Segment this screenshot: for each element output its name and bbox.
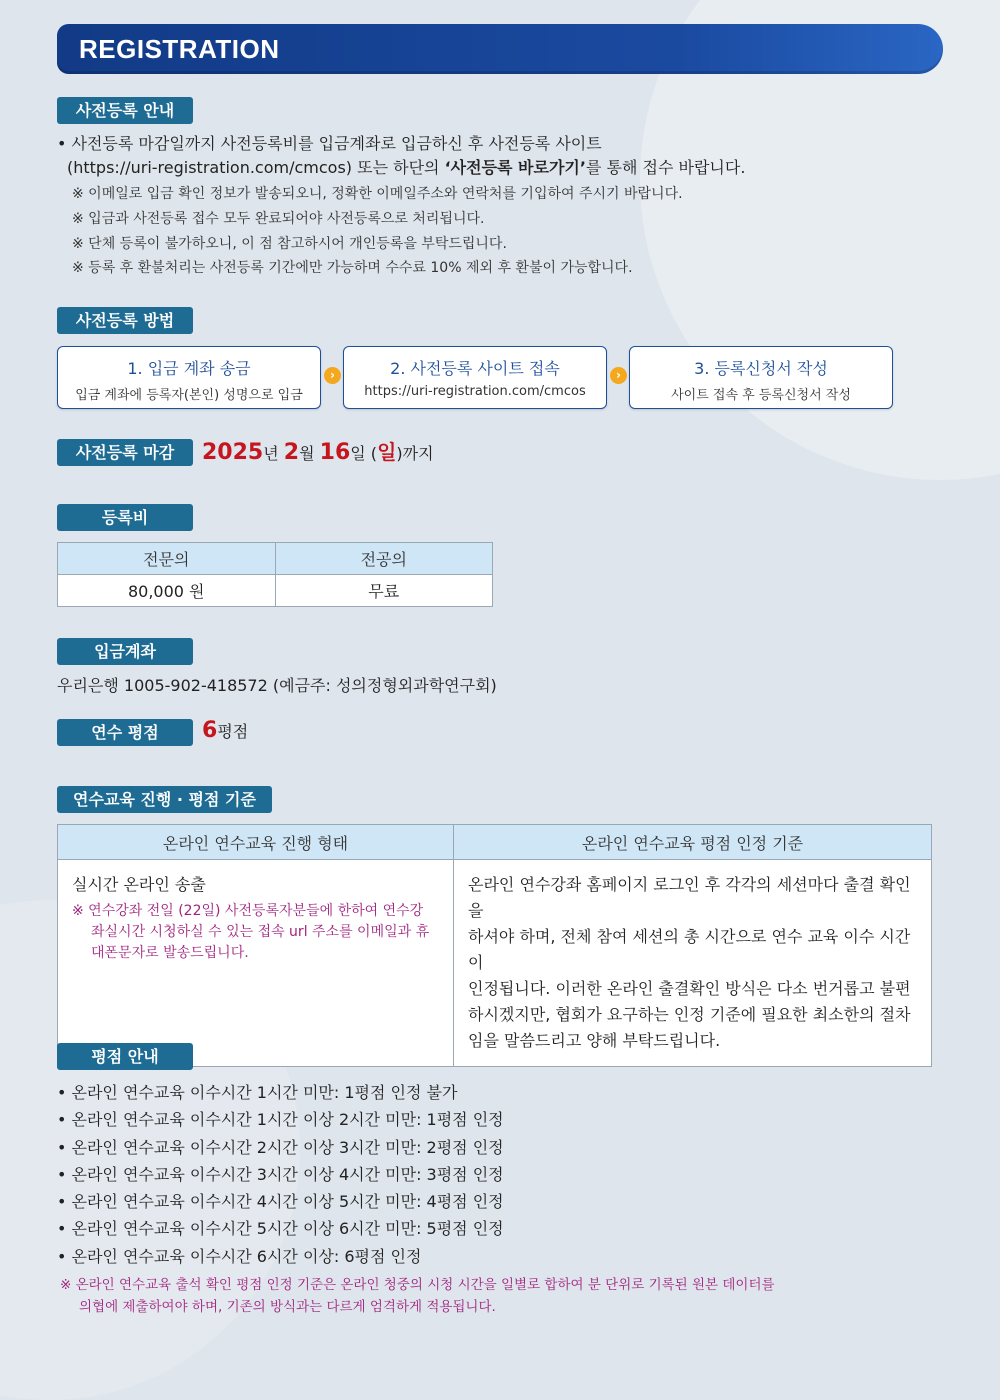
pre-registration-note: ※ 이메일로 입금 확인 정보가 발송되오니, 정확한 이메일주소와 연락처를 기입하여 주시기 바랍니다. (72, 186, 683, 202)
live-stream-text: 실시간 온라인 송출 (72, 875, 206, 894)
list-item: • 온라인 연수교육 이수시간 1시간 미만: 1평점 인정 불가 (57, 1083, 458, 1102)
criteria-format-cell (58, 860, 454, 1067)
registration-url-text: (https://uri-registration.com/cmcos) 또는 하단의 (67, 158, 445, 177)
criteria-header-standard: 온라인 연수교육 평점 인정 기준 (454, 825, 932, 860)
pre-registration-note: ※ 입금과 사전등록 접수 모두 완료되어야 사전등록으로 처리됩니다. (72, 211, 485, 227)
table-row (58, 860, 932, 1067)
note-line: ※ 연수강좌 전일 (22일) 사전등록자분들에 한하여 연수강 (72, 903, 424, 919)
deadline-date (202, 436, 434, 465)
points-note-line-1: ※ 온라인 연수교육 출석 확인 평점 인정 기준은 온라인 청중의 시청 시간을 일별로 합하여 분 단위로 기록된 원본 데이터를 (60, 1277, 775, 1293)
criteria-header-format: 온라인 연수교육 진행 형태 (58, 825, 454, 860)
bank-account-text: 우리은행 1005-902-418572 (예금주: 성의정형외과학연구회) (57, 676, 497, 695)
deadline-tail: )까지 (396, 444, 434, 463)
criteria-standard-cell (454, 860, 932, 1067)
points-note-line-2: 의협에 제출하여야 하며, 기존의 방식과는 다르게 엄격하게 적용됩니다. (79, 1299, 496, 1315)
pre-registration-line-2 (67, 155, 745, 178)
step-card-application-form (629, 346, 893, 409)
fee-value-specialist: 80,000 원 (58, 575, 276, 607)
fee-table (57, 542, 493, 607)
table-row (58, 575, 493, 607)
deadline-year: 2025 (202, 440, 264, 465)
chevron-right-icon: › (324, 367, 341, 384)
points-list (57, 1079, 504, 1270)
deadline-month: 2 (283, 440, 300, 465)
standard-line: 하시겠지만, 협회가 요구하는 인정 기준에 필요한 최소한의 절차 (468, 1005, 911, 1024)
deadline-day-unit: 일 ( (350, 444, 378, 463)
pre-registration-note: ※ 단체 등록이 불가하오니, 이 점 참고하시어 개인등록을 부탁드립니다. (72, 236, 507, 252)
note-line: 대폰문자로 발송드립니다. (91, 945, 249, 961)
step-description: 입금 계좌에 등록자(본인) 성명으로 입금 (75, 388, 303, 403)
fee-value-resident: 무료 (275, 575, 493, 607)
step-description: https://uri-registration.com/cmcos (364, 384, 586, 399)
pre-registration-line-1: • 사전등록 마감일까지 사전등록비를 입금계좌로 입금하신 후 사전등록 사이트 (57, 134, 602, 153)
step-title: 3. 등록신청서 작성 (694, 359, 828, 378)
attendance-standard-text (468, 872, 917, 1054)
list-item: • 온라인 연수교육 이수시간 4시간 이상 5시간 미만: 4평점 인정 (57, 1192, 504, 1212)
standard-line: 인정됩니다. 이러한 온라인 출결확인 방식은 다소 번거롭고 불편 (468, 979, 911, 998)
list-item: • 온라인 연수교육 이수시간 3시간 이상 4시간 미만: 3평점 인정 (57, 1164, 504, 1184)
page-title: REGISTRATION (79, 34, 280, 64)
account-badge: 입금계좌 (57, 638, 193, 665)
deadline-day: 16 (319, 440, 351, 465)
deadline-year-unit: 년 (263, 444, 284, 463)
standard-line: 하셔야 하며, 전체 참여 세션의 총 시간으로 연수 교육 이수 시간이 (468, 927, 911, 972)
pre-registration-note: ※ 등록 후 환불처리는 사전등록 기간에만 가능하며 수수료 10% 제외 후 환불이 가능합니다. (72, 260, 633, 276)
list-item: • 온라인 연수교육 이수시간 1시간 이상 2시간 미만: 1평점 인정 (57, 1110, 504, 1130)
credit-number: 6 (202, 718, 218, 743)
list-item: • 온라인 연수교육 이수시간 5시간 이상 6시간 미만: 5평점 인정 (57, 1219, 504, 1239)
list-item: • 온라인 연수교육 이수시간 2시간 이상 3시간 미만: 2평점 인정 (57, 1137, 504, 1157)
note-line: 좌실시간 시청하실 수 있는 접속 url 주소를 이메일과 휴 (91, 924, 430, 940)
pre-registration-badge: 사전등록 안내 (57, 97, 193, 124)
criteria-badge: 연수교육 진행 · 평점 기준 (57, 786, 272, 813)
deadline-month-unit: 월 (299, 444, 320, 463)
points-badge: 평점 안내 (57, 1043, 193, 1070)
criteria-table (57, 824, 932, 1067)
registration-method-badge: 사전등록 방법 (57, 307, 193, 334)
fee-header-specialist: 전문의 (58, 543, 276, 575)
step-title: 2. 사전등록 사이트 접속 (390, 359, 560, 378)
pre-registration-line-2-tail: 를 통해 접수 바랍니다. (585, 158, 746, 177)
fee-badge: 등록비 (57, 504, 193, 531)
fee-header-resident: 전공의 (275, 543, 493, 575)
step-description: 사이트 접속 후 등록신청서 작성 (671, 388, 851, 403)
pre-registration-shortcut-text: ‘사전등록 바로가기’ (444, 158, 586, 177)
credit-unit: 평점 (217, 722, 249, 741)
credit-value (202, 718, 248, 743)
live-stream-note (72, 901, 439, 964)
chevron-right-icon: › (610, 367, 627, 384)
page-header (57, 24, 943, 74)
credit-badge: 연수 평점 (57, 719, 193, 746)
deadline-badge: 사전등록 마감 (57, 439, 193, 466)
standard-line: 온라인 연수강좌 홈페이지 로그인 후 각각의 세션마다 출결 확인을 (468, 875, 911, 920)
table-header-row (58, 825, 932, 860)
list-item: • 온라인 연수교육 이수시간 6시간 이상: 6평점 인정 (57, 1246, 422, 1266)
table-header-row (58, 543, 493, 575)
step-card-site-access (343, 346, 607, 409)
deadline-weekday: 일 (377, 440, 397, 464)
standard-line: 임을 말씀드리고 양해 부탁드립니다. (468, 1031, 721, 1050)
step-title: 1. 입금 계좌 송금 (127, 359, 251, 378)
step-card-bank-transfer (57, 346, 321, 409)
